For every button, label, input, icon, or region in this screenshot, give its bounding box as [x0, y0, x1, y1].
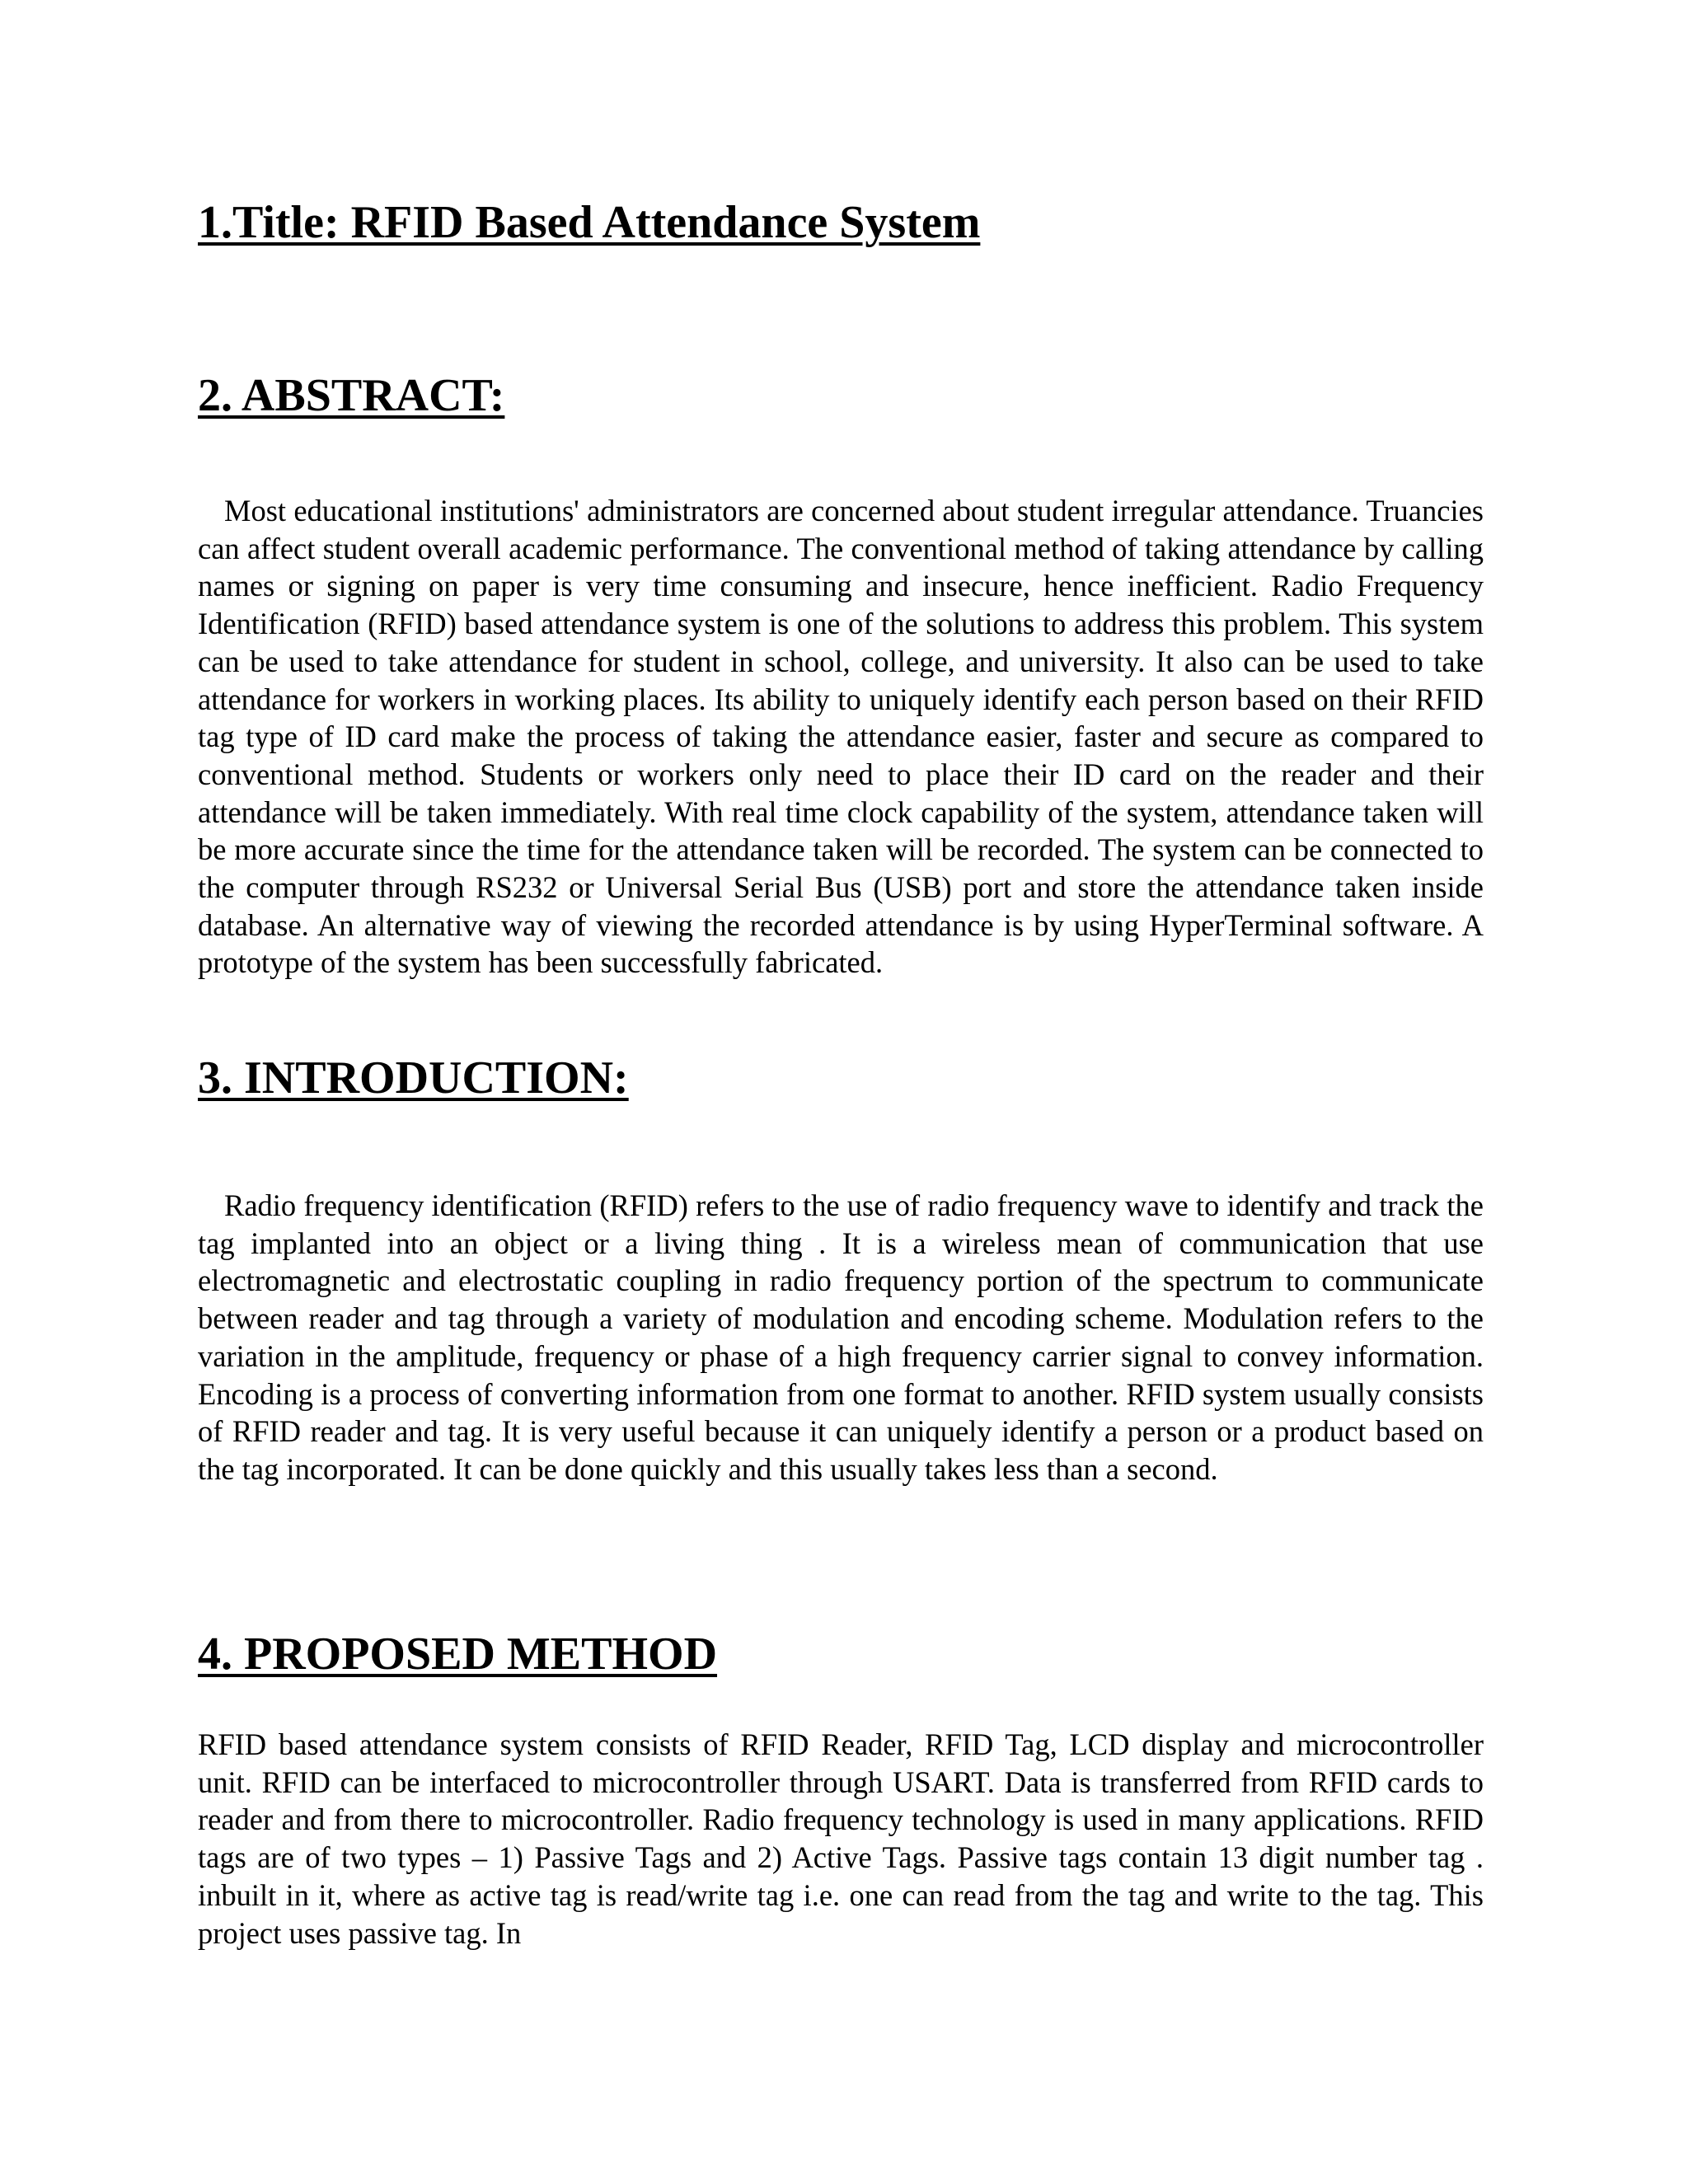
introduction-heading: 3. INTRODUCTION:	[198, 1052, 629, 1104]
abstract-paragraph: Most educational institutions' administrators are concerned about student irregular attendance. Truancies can affect student overall academic performance. The conventional method of taking attendance by calling names or signing on paper is very time consuming and insecure, hence inefficient. Radio Frequency Identification (RFID) based attendance system is one of the solutions to address this problem. This system can be used to take attendance for student in school, college, and university. It also can be used to take attendance for workers in working places. Its ability to uniquely identify each person based on their RFID tag type of ID card make the process of taking the attendance easier, faster and secure as compared to conventional method. Students or workers only need to place their ID card on the reader and their attendance will be taken immediately. With real time clock capability of the system, attendance taken will be more accurate since the time for the attendance taken will be recorded. The system can be connected to the computer through RS232 or Universal Serial Bus (USB) port and store the attendance taken inside database. An alternative way of viewing the recorded attendance is by using HyperTerminal software. A prototype of the system has been successfully fabricated.	[198, 494, 1484, 980]
proposed-method-paragraph: RFID based attendance system consists of RFID Reader, RFID Tag, LCD display and microcontroller unit. RFID can be interfaced to microcontroller through USART. Data is transferred from RFID cards to reader and from there to microcontroller. Radio frequency technology is used in many applications. RFID tags are of two types – 1) Passive Tags and 2) Active Tags. Passive tags contain 13 digit number tag . inbuilt in it, where as active tag is read/write tag i.e. one can read from the tag and write to the tag. This project uses passive tag. In	[198, 1727, 1484, 1950]
abstract-heading: 2. ABSTRACT:	[198, 370, 505, 421]
proposed-method-heading: 4. PROPOSED METHOD	[198, 1629, 718, 1680]
introduction-paragraph: Radio frequency identification (RFID) refers to the use of radio frequency wave to identify and track the tag implanted into an object or a living thing . It is a wireless mean of communication that use electromagnetic and electrostatic coupling in radio frequency portion of the spectrum to communicate between reader and tag through a variety of modulation and encoding scheme. Modulation refers to the variation in the amplitude, frequency or phase of a high frequency carrier signal to convey information. Encoding is a process of converting information from one format to another. RFID system usually consists of RFID reader and tag. It is very useful because it can uniquely identify a person or a product based on the tag incorporated. It can be done quickly and this usually takes less than a second.	[198, 1188, 1484, 1486]
document-page	[198, 0, 1484, 2184]
document-title: 1.Title: RFID Based Attendance System	[198, 197, 981, 248]
